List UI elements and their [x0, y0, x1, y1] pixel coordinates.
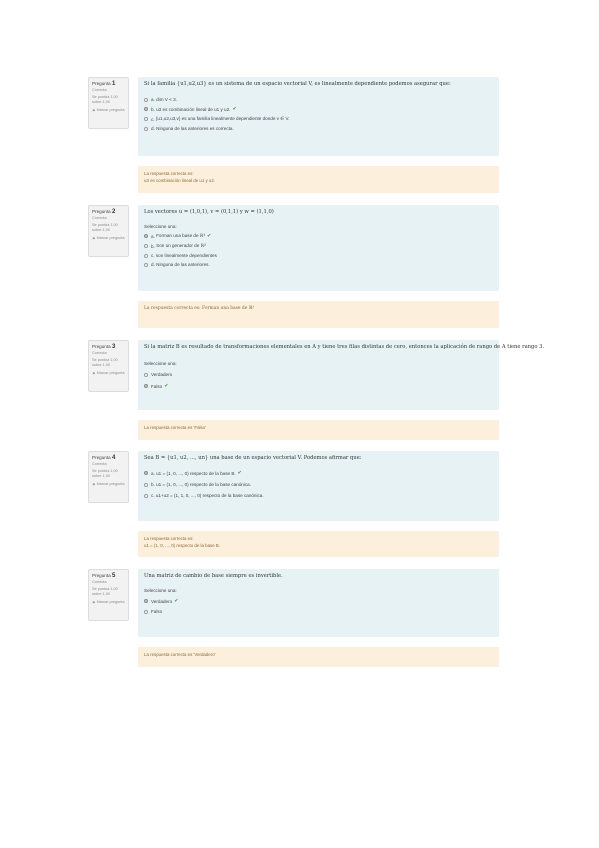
answer-option-d[interactable]: d. Ninguna de las anteriores. — [144, 262, 493, 267]
question-text: Si la familia {u1,u2,u3} es un sistema de un espacio vectorial V, es linealmente dependiente podemos asegurar que: — [144, 81, 451, 87]
radio-button[interactable] — [144, 494, 148, 498]
answer-option-b[interactable]: b. u3 es combinación lineal de u1 y u2. ✔ — [144, 106, 493, 112]
answer-option-c[interactable]: c. u1+u2 = (1, 1, 0, ..., 0) respecto de la base canónica. — [144, 493, 493, 498]
answer-option-c[interactable]: c. son linealmente dependientes — [144, 253, 493, 258]
select-prompt: Seleccione una: — [144, 588, 177, 593]
radio-button[interactable] — [144, 117, 148, 121]
select-prompt: Seleccione una: — [144, 361, 177, 366]
radio-button[interactable] — [144, 107, 148, 111]
question-info: Pregunta 5 Correcta Se puntúa 1,00 sobre 1,00 ⚑ Marcar pregunta — [88, 569, 129, 621]
flag-question-link[interactable]: ⚑ Marcar pregunta — [92, 600, 125, 605]
radio-button[interactable] — [144, 254, 148, 258]
question-grade: Se puntúa 1,00 sobre 1,00 — [92, 587, 118, 596]
answer-option-true[interactable]: Verdadero — [144, 372, 493, 377]
flag-question-link[interactable]: ⚑ Marcar pregunta — [92, 108, 125, 113]
question-info: Pregunta 4 Correcta Se puntúa 1,00 sobre 1,00 ⚑ Marcar pregunta — [88, 451, 129, 503]
radio-button[interactable] — [144, 234, 148, 238]
answer-option-false[interactable]: Falso — [144, 609, 493, 614]
radio-button[interactable] — [144, 384, 148, 388]
flag-icon: ⚑ — [92, 600, 96, 605]
radio-button[interactable] — [144, 244, 148, 248]
check-icon: ✔ — [237, 470, 242, 476]
question-content — [138, 205, 499, 291]
question-number: 4 — [111, 455, 116, 461]
radio-button[interactable] — [144, 471, 148, 475]
question-state: Correcta — [92, 88, 107, 92]
question-number: 3 — [111, 344, 116, 350]
radio-button[interactable] — [144, 373, 148, 377]
feedback-box: La respuesta correcta es: Forman una base de ℝ³ — [138, 301, 499, 328]
question-content — [138, 569, 499, 637]
answer-option-a[interactable]: a. Forman una base de ℝ³ ✔ — [144, 233, 493, 239]
flag-question-link[interactable]: ⚑ Marcar pregunta — [92, 236, 125, 241]
check-icon: ✔ — [206, 233, 212, 239]
question-info: Pregunta 2 Correcta Se puntúa 1,00 sobre 1,00 ⚑ Marcar pregunta — [88, 205, 129, 257]
flag-question-link[interactable]: ⚑ Marcar pregunta — [92, 482, 125, 487]
flag-icon: ⚑ — [92, 482, 96, 487]
answer-option-a[interactable]: a. dim V < 3. — [144, 97, 493, 102]
check-icon: ✔ — [232, 106, 237, 112]
feedback-box: La respuesta correcta es: u3 es combinación lineal de u1 y u2. — [138, 166, 499, 193]
question-number: 2 — [111, 209, 116, 215]
question-content — [138, 340, 545, 410]
radio-button[interactable] — [144, 483, 148, 487]
question-state: Correcta — [92, 216, 107, 220]
answer-option-c[interactable]: c. {u1,u2,u3,v} es una familia linealmente dependiente donde v ∈ V. — [144, 116, 493, 122]
flag-icon: ⚑ — [92, 108, 96, 113]
question-text: Una matriz de cambio de base siempre es invertible. — [144, 573, 283, 579]
answer-option-true[interactable]: Verdadero ✔ — [144, 598, 493, 604]
flag-icon: ⚑ — [92, 236, 96, 241]
question-number: 1 — [111, 81, 116, 87]
answer-option-false[interactable]: Falso ✔ — [144, 383, 493, 389]
feedback-box: La respuesta correcta es 'Verdadero' — [138, 647, 499, 667]
question-grade: Se puntúa 1,00 sobre 1,00 — [92, 358, 118, 367]
radio-button[interactable] — [144, 98, 148, 102]
question-text: Los vectores u = (1,0,1), v = (0,1,1) y w = (1,1,0) — [144, 209, 274, 215]
radio-button[interactable] — [144, 599, 148, 603]
answer-option-b[interactable]: b. Son un generador de ℝ² — [144, 243, 493, 249]
question-info: Pregunta 1 Correcta Se puntúa 1,00 sobre 1,00 ⚑ Marcar pregunta — [88, 77, 129, 129]
answer-option-b[interactable]: b. u1 = (1, 0, ..., 0) respecto de la base canónica. — [144, 482, 493, 487]
select-prompt: Seleccione una: — [144, 224, 177, 229]
question-grade: Se puntúa 1,00 sobre 1,00 — [92, 95, 118, 104]
check-icon: ✔ — [174, 598, 179, 604]
radio-button[interactable] — [144, 610, 148, 614]
answer-option-d[interactable]: d. Ninguna de las anteriores es correcta. — [144, 126, 493, 131]
question-info: Pregunta 3 Correcta Se puntúa 1,00 sobre 1,00 ⚑ Marcar pregunta — [88, 340, 129, 392]
question-state: Correcta — [92, 351, 107, 355]
question-text: Si la matriz B es resultado de transformaciones elementales en A y tiene tres filas distintas de cero, entonces la aplicación de rango de A tiene rango 3. — [144, 344, 545, 350]
question-content — [138, 451, 499, 521]
question-number: 5 — [111, 573, 116, 579]
feedback-box: La respuesta correcta es 'Falso' — [138, 420, 499, 440]
radio-button[interactable] — [144, 263, 148, 267]
flag-icon: ⚑ — [92, 371, 96, 376]
question-content — [138, 77, 499, 156]
question-state: Correcta — [92, 580, 107, 584]
question-text: Sea B = {u1, u2, ..., un} una base de un espacio vectorial V. Podemos afirmar que: — [144, 455, 362, 461]
question-grade: Se puntúa 1,00 sobre 1,00 — [92, 469, 118, 478]
feedback-box: La respuesta correcta es: u1 = (1, 0, ..., 0) respecto de la base B. — [138, 531, 499, 557]
question-grade: Se puntúa 1,00 sobre 1,00 — [92, 223, 118, 232]
flag-question-link[interactable]: ⚑ Marcar pregunta — [92, 371, 125, 376]
radio-button[interactable] — [144, 127, 148, 131]
question-state: Correcta — [92, 462, 107, 466]
answer-option-a[interactable]: a. u1 = (1, 0, ..., 0) respecto de la base B. ✔ — [144, 470, 493, 476]
check-icon: ✔ — [164, 383, 169, 389]
